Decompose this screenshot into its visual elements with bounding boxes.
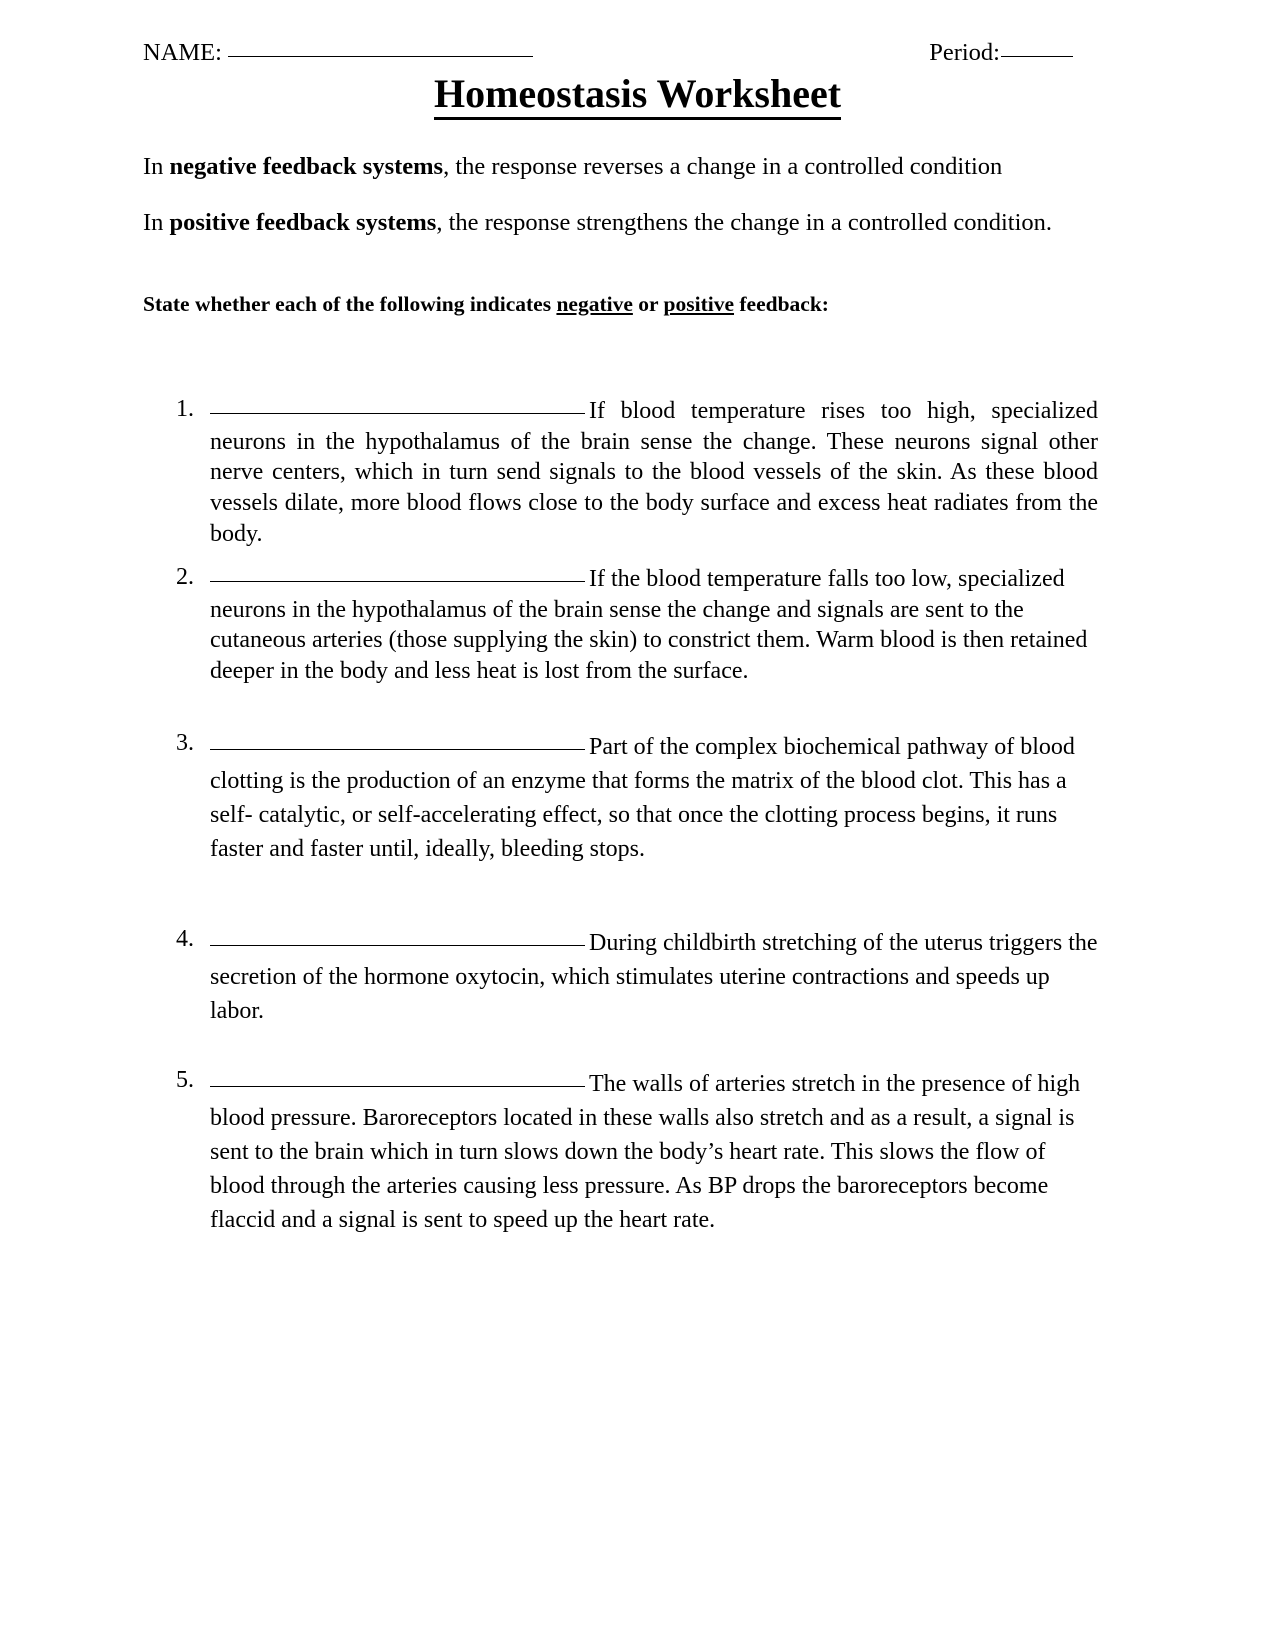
definition-lead-in: In xyxy=(143,153,170,180)
instruction-keyword-positive: positive xyxy=(663,292,735,316)
question-item xyxy=(176,1067,1098,1237)
instruction-part-2: or xyxy=(632,292,664,316)
name-answer-blank[interactable] xyxy=(228,56,533,57)
question-item xyxy=(176,396,1098,550)
period-label: Period: xyxy=(929,39,1000,66)
item-answer-blank[interactable] xyxy=(210,945,585,946)
instruction-line xyxy=(143,292,1093,318)
question-item xyxy=(176,926,1098,1028)
definition-rest: , the response strengthens the change in a controlled condition. xyxy=(436,209,1053,236)
item-number: 3. xyxy=(176,730,194,756)
page-title-text: Homeostasis Worksheet xyxy=(434,71,841,120)
item-answer-blank[interactable] xyxy=(210,413,585,414)
item-body xyxy=(210,1067,1098,1237)
item-answer-blank[interactable] xyxy=(210,581,585,582)
item-answer-blank[interactable] xyxy=(210,749,585,750)
item-answer-blank[interactable] xyxy=(210,1086,585,1087)
instruction-part-1: State whether each of the following indicates xyxy=(143,292,557,316)
question-item xyxy=(176,564,1098,687)
period-answer-blank[interactable] xyxy=(1001,56,1073,57)
name-field-group xyxy=(143,40,533,67)
item-number: 2. xyxy=(176,564,194,590)
item-text: During childbirth stretching of the uterus triggers the secretion of the hormone oxytocin, which stimulates uterine contractions and speeds up labor. xyxy=(210,930,1098,1025)
period-field-group xyxy=(929,40,1073,67)
item-text: If blood temperature rises too high, specialized neurons in the hypothalamus of the brain sense the change. These neurons signal other nerve centers, which in turn send signals to the blood vessels of the skin. As these blood vessels dilate, more blood flows close to the body surface and excess heat radiates from the body. xyxy=(210,398,1098,547)
definition-rest: , the response reverses a change in a controlled condition xyxy=(443,153,1003,180)
header-row xyxy=(143,40,1073,67)
item-text: The walls of arteries stretch in the presence of high blood pressure. Baroreceptors located in these walls also stretch and as a result, a signal is sent to the brain which in turn slows down the body’s heart rate. This slows the flow of blood through the arteries causing less pressure. As BP drops the baroreceptors become flaccid and a signal is sent to speed up the heart rate. xyxy=(210,1071,1081,1234)
definition-term: negative feedback systems xyxy=(169,153,444,180)
item-number: 4. xyxy=(176,926,194,952)
item-text: Part of the complex biochemical pathway of blood clotting is the production of an enzyme that forms the matrix of the blood clot. This has a self- catalytic, or self-accelerating effect, so that once the clotting process begins, it runs faster and faster until, ideally, bleeding stops. xyxy=(210,734,1075,863)
instruction-keyword-negative: negative xyxy=(556,292,633,316)
item-body xyxy=(210,730,1098,866)
definition-positive-feedback xyxy=(143,208,1093,237)
instruction-part-3: feedback: xyxy=(734,292,829,316)
definition-negative-feedback xyxy=(143,152,1093,181)
item-text: If the blood temperature falls too low, specialized neurons in the hypothalamus of the brain sense the change and signals are sent to the cutaneous arteries (those supplying the skin) to constrict them. Warm blood is then retained deeper in the body and less heat is lost from the surface. xyxy=(210,566,1088,685)
item-body xyxy=(210,396,1098,550)
item-body xyxy=(210,564,1098,687)
item-body xyxy=(210,926,1098,1028)
question-item xyxy=(176,730,1098,866)
item-number: 5. xyxy=(176,1067,194,1093)
definition-term: positive feedback systems xyxy=(169,209,437,236)
definition-lead-in: In xyxy=(143,209,170,236)
name-label: NAME: xyxy=(143,39,222,66)
item-number: 1. xyxy=(176,396,194,422)
page-title xyxy=(0,72,1275,117)
